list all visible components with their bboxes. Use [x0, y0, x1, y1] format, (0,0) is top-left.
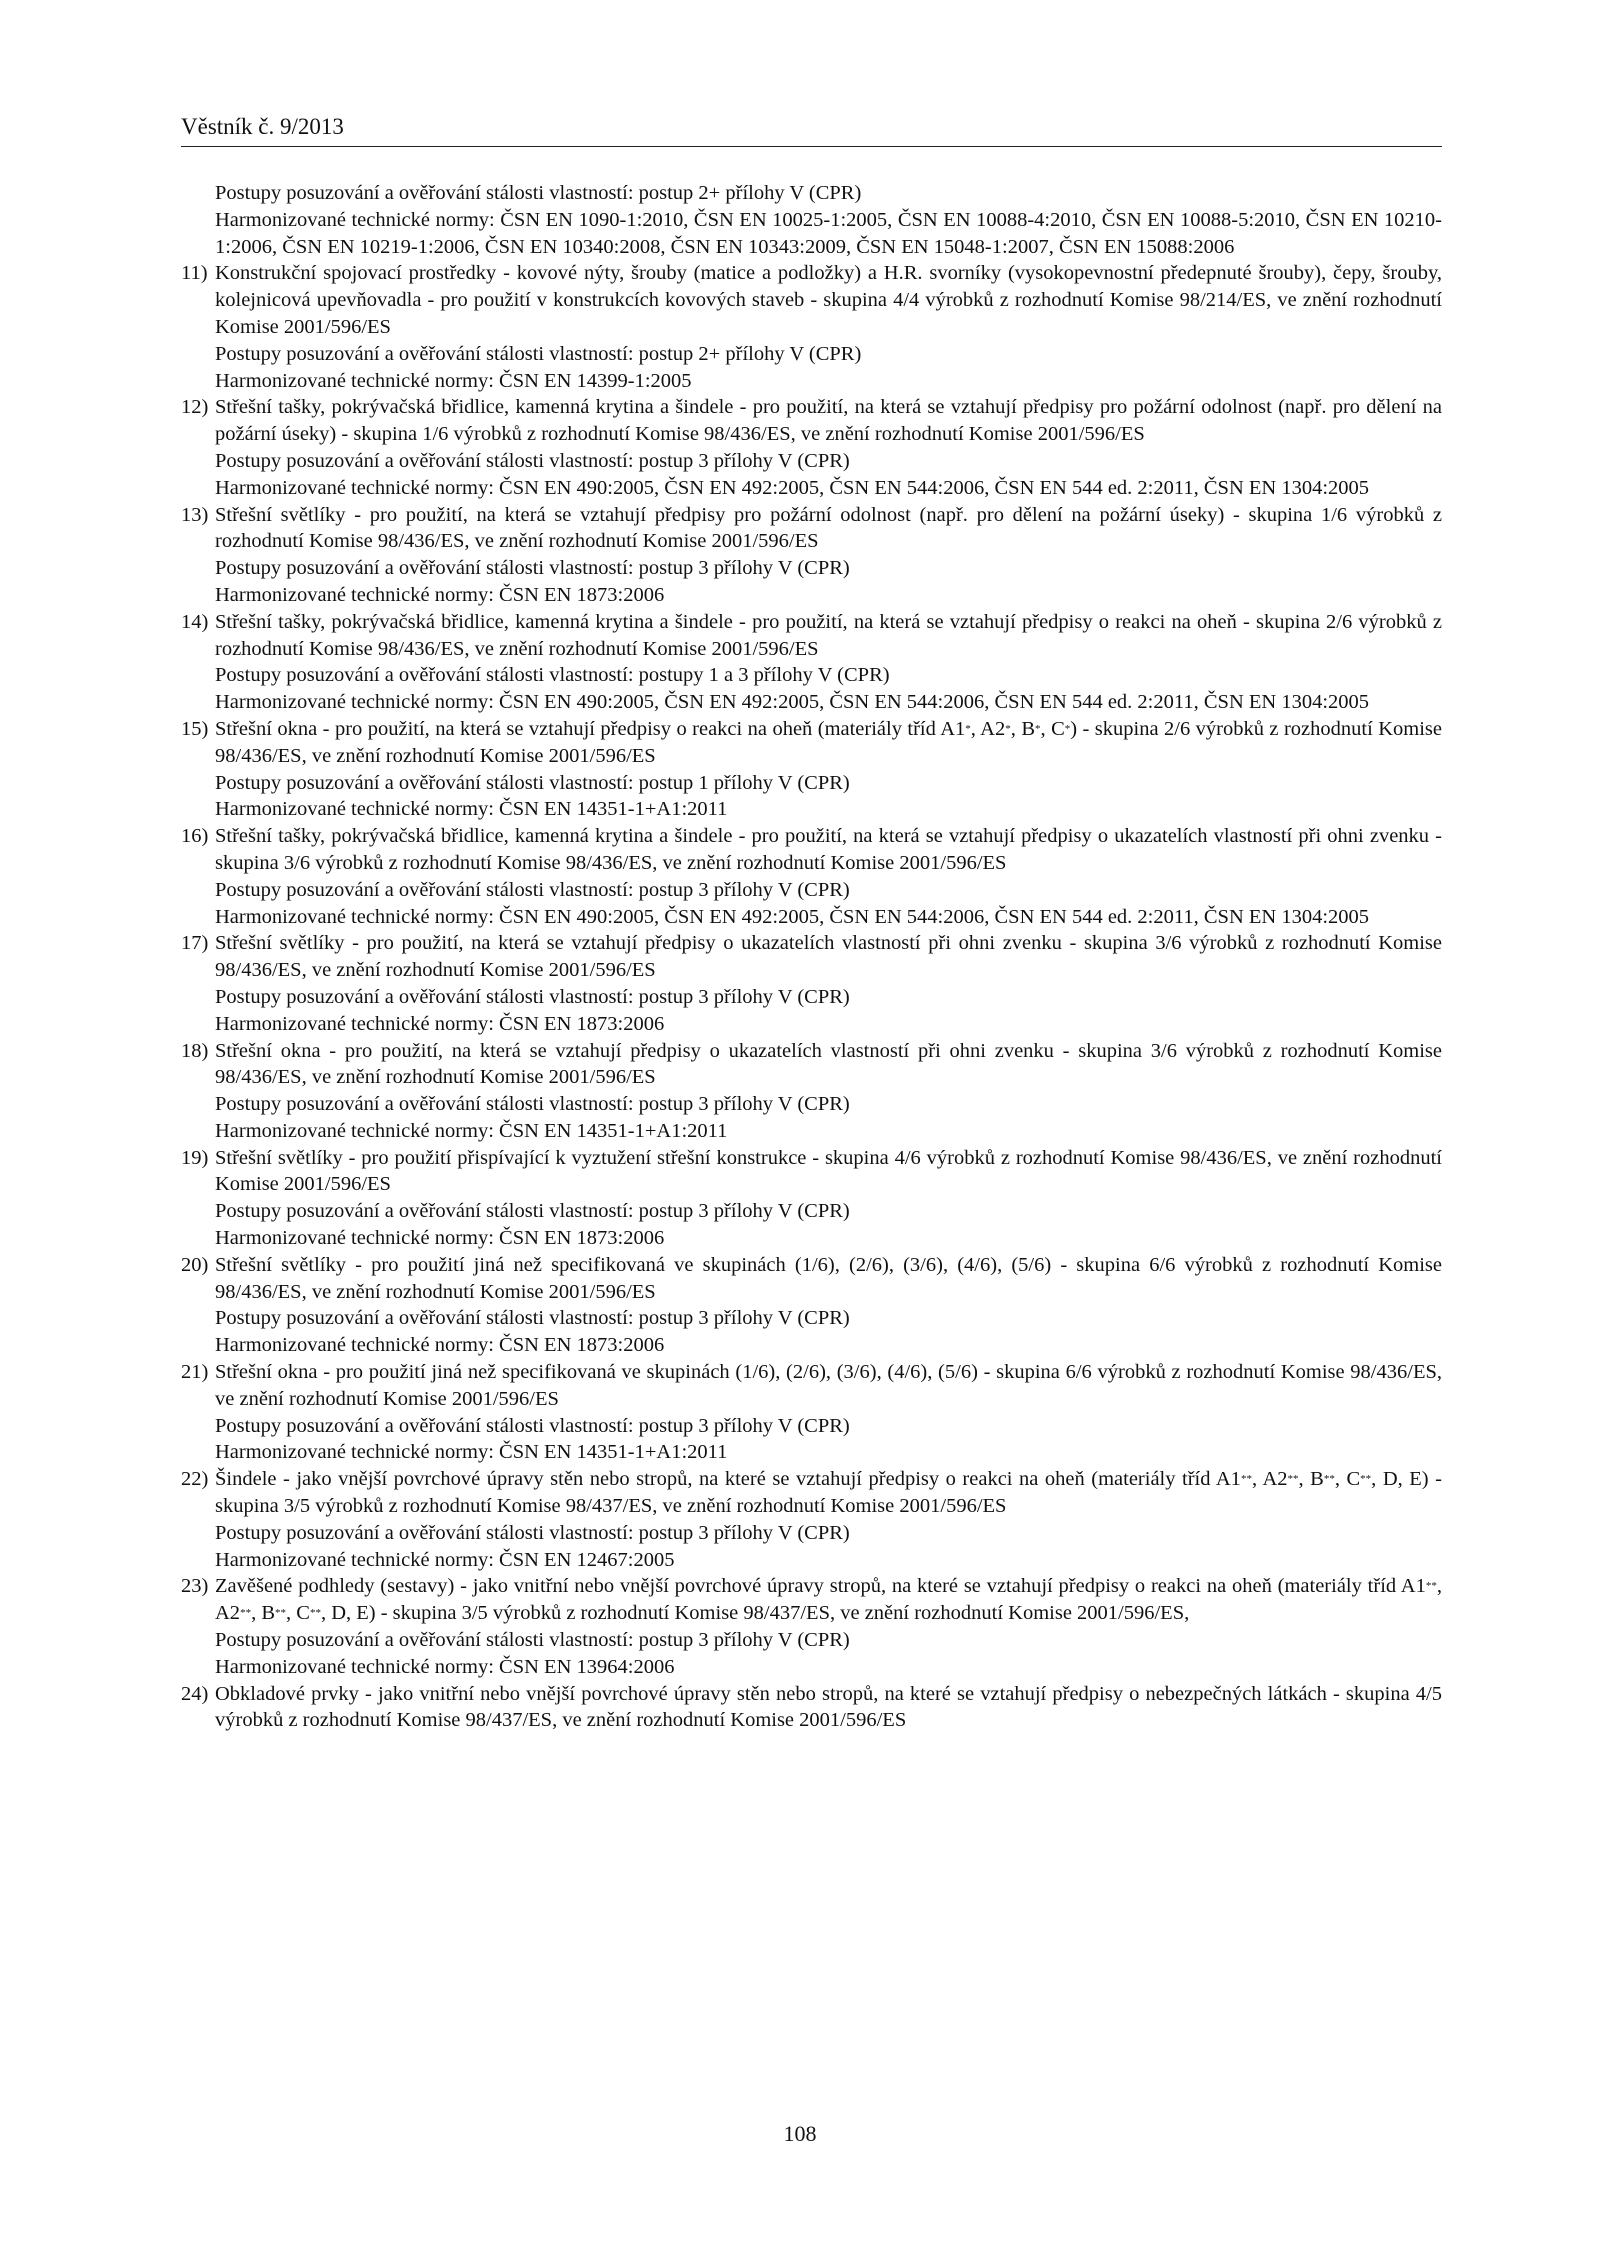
- procedure-line: Postupy posuzování a ověřování stálosti vlastností: postup 3 přílohy V (CPR): [215, 1629, 850, 1652]
- norms-line: Harmonizované technické normy: ČSN EN 12467:2005: [215, 1548, 675, 1571]
- list-item-12: [181, 394, 1442, 501]
- item-title: Střešní tašky, pokrývačská břidlice, kamenná krytina a šindele - pro použití, na která se vztahují předpisy pro požární odolnost (např. pro dělení na požární úseky) - skupina 1/6 výrobků z rozhodnutí Komise 98/436/ES, ve znění rozhodnutí Komise 2001/596/ES: [215, 396, 1442, 446]
- norms-line: Harmonizované technické normy: ČSN EN 1090-1:2010, ČSN EN 10025-1:2005, ČSN EN 10088-4:2010, ČSN EN 10088-5:2010, ČSN EN 10210-1:2006, ČSN EN 10219-1:2006, ČSN EN 10340:2008, ČSN EN 10343:2009, ČSN EN 15048-1:2007, ČSN EN 15088:2006: [215, 208, 1442, 258]
- item-title: Obkladové prvky - jako vnitřní nebo vnější povrchové úpravy stěn nebo stropů, na které se vztahují předpisy o nebezpečných látkách - skupina 4/5 výrobků z rozhodnutí Komise 98/437/ES, ve znění rozhodnutí Komise 2001/596/ES: [215, 1682, 1442, 1732]
- footnote-mark: **: [309, 1607, 321, 1620]
- procedure-line: Postupy posuzování a ověřování stálosti vlastností: postupy 1 a 3 přílohy V (CPR): [215, 664, 890, 687]
- norms-line: Harmonizované technické normy: ČSN EN 490:2005, ČSN EN 492:2005, ČSN EN 544:2006, ČSN EN 544 ed. 2:2011, ČSN EN 1304:2005: [215, 905, 1370, 928]
- norms-line: Harmonizované technické normy: ČSN EN 1873:2006: [215, 1227, 665, 1250]
- norms-line: Harmonizované technické normy: ČSN EN 13964:2006: [215, 1655, 675, 1678]
- list-item-17: [181, 930, 1442, 1037]
- list-item-15: [181, 716, 1442, 823]
- item-title: Střešní tašky, pokrývačská břidlice, kamenná krytina a šindele - pro použití, na která se vztahují předpisy o reakci na oheň - skupina 2/6 výrobků z rozhodnutí Komise 98/436/ES, ve znění rozhodnutí Komise 2001/596/ES: [215, 610, 1442, 660]
- item-title: Střešní okna - pro použití, na která se vztahují předpisy o reakci na oheň (materiály tříd A1*, A2*, B*, C*) - skupina 2/6 výrobků z rozhodnutí Komise 98/436/ES, ve znění rozhodnutí Komise 2001/596/ES: [215, 717, 1442, 767]
- item-number: 11): [181, 262, 208, 285]
- norms-line: Harmonizované technické normy: ČSN EN 14351-1+A1:2011: [215, 1441, 728, 1464]
- norms-line: Harmonizované technické normy: ČSN EN 14351-1+A1:2011: [215, 1119, 728, 1142]
- footnote-mark: **: [1287, 1473, 1299, 1486]
- item-number: 22): [181, 1468, 209, 1491]
- page-number: 108: [783, 2121, 817, 2146]
- item-title: Střešní světlíky - pro použití přispívající k vyztužení střešní konstrukce - skupina 4/6 výrobků z rozhodnutí Komise 98/436/ES, ve znění rozhodnutí Komise 2001/596/ES: [215, 1146, 1442, 1196]
- procedure-line: Postupy posuzování a ověřování stálosti vlastností: postup 3 přílohy V (CPR): [215, 1200, 850, 1223]
- footnote-mark: **: [1323, 1473, 1335, 1486]
- procedure-line: Postupy posuzování a ověřování stálosti vlastností: postup 3 přílohy V (CPR): [215, 1093, 850, 1116]
- journal-title: Věstník č. 9/2013: [181, 114, 344, 139]
- list-item-22: [181, 1466, 1442, 1573]
- list-item-13: [181, 502, 1442, 609]
- item-title: Zavěšené podhledy (sestavy) - jako vnitřní nebo vnější povrchové úpravy stropů, na které se vztahují předpisy o reakci na oheň (materiály tříd A1**, A2**, B**, C**, D, E) - skupina 3/5 výrobků z rozhodnutí Komise 98/437/ES, ve znění rozhodnutí Komise 2001/596/ES,: [215, 1575, 1442, 1625]
- procedure-line: Postupy posuzování a ověřování stálosti vlastností: postup 3 přílohy V (CPR): [215, 1521, 850, 1544]
- item-title: Střešní světlíky - pro použití, na která se vztahují předpisy pro požární odolnost (např. pro dělení na požární úseky) - skupina 1/6 výrobků z rozhodnutí Komise 98/436/ES, ve znění rozhodnutí Komise 2001/596/ES: [215, 503, 1442, 553]
- norms-line: Harmonizované technické normy: ČSN EN 490:2005, ČSN EN 492:2005, ČSN EN 544:2006, ČSN EN 544 ed. 2:2011, ČSN EN 1304:2005: [215, 691, 1370, 714]
- item-number: 23): [181, 1575, 209, 1598]
- footnote-mark: **: [275, 1607, 286, 1620]
- list-item-18: [181, 1038, 1442, 1145]
- list-item-23: [181, 1573, 1442, 1680]
- footnote-mark: **: [1360, 1473, 1372, 1486]
- item-number: 14): [181, 610, 209, 633]
- item-number: 21): [181, 1361, 209, 1384]
- item-title: Střešní světlíky - pro použití jiná než specifikovaná ve skupinách (1/6), (2/6), (3/6), (4/6), (5/6) - skupina 6/6 výrobků z rozhodnutí Komise 98/436/ES, ve znění rozhodnutí Komise 2001/596/ES: [215, 1253, 1442, 1303]
- item-title: Střešní okna - pro použití, na která se vztahují předpisy o ukazatelích vlastností při ohni zvenku - skupina 3/6 výrobků z rozhodnutí Komise 98/436/ES, ve znění rozhodnutí Komise 2001/596/ES: [215, 1039, 1442, 1089]
- item-title: Konstrukční spojovací prostředky - kovové nýty, šrouby (matice a podložky) a H.R. svorníky (vysokopevnostní předepnuté šrouby), čepy, šrouby, kolejnicová upevňovadla - pro použití v konstrukcích kovových staveb - skupina 4/4 výrobků z rozhodnutí Komise 98/214/ES, ve znění rozhodnutí Komise 2001/596/ES: [215, 262, 1442, 338]
- item-title: Střešní tašky, pokrývačská břidlice, kamenná krytina a šindele - pro použití, na která se vztahují předpisy o ukazatelích vlastností při ohni zvenku - skupina 3/6 výrobků z rozhodnutí Komise 98/436/ES, ve znění rozhodnutí Komise 2001/596/ES: [215, 825, 1442, 874]
- footnote-mark: *: [1064, 722, 1071, 735]
- list-item-21: [181, 1359, 1442, 1466]
- item-number: 15): [181, 717, 209, 740]
- item-number: 18): [181, 1039, 209, 1062]
- procedure-line: Postupy posuzování a ověřování stálosti vlastností: postup 3 přílohy V (CPR): [215, 878, 850, 901]
- list-item-11: [181, 260, 1442, 394]
- procedure-line: Postupy posuzování a ověřování stálosti vlastností: postup 3 přílohy V (CPR): [215, 557, 850, 580]
- item-number: 13): [181, 503, 209, 526]
- item-number: 17): [181, 932, 209, 955]
- procedure-line: Postupy posuzování a ověřování stálosti vlastností: postup 3 přílohy V (CPR): [215, 985, 850, 1008]
- item-number: 19): [181, 1146, 209, 1169]
- procedure-line: Postupy posuzování a ověřování stálosti vlastností: postup 3 přílohy V (CPR): [215, 1307, 850, 1330]
- norms-line: Harmonizované technické normy: ČSN EN 490:2005, ČSN EN 492:2005, ČSN EN 544:2006, ČSN EN 544 ed. 2:2011, ČSN EN 1304:2005: [215, 476, 1370, 499]
- document-body: [181, 180, 1442, 1734]
- norms-line: Harmonizované technické normy: ČSN EN 1873:2006: [215, 1334, 665, 1357]
- norms-line: Harmonizované technické normy: ČSN EN 1873:2006: [215, 583, 665, 606]
- list-item-16: [181, 823, 1442, 930]
- page-header: [181, 112, 1442, 147]
- item-number: 16): [181, 825, 209, 848]
- item-number: 24): [181, 1682, 209, 1705]
- list-item-14: [181, 609, 1442, 716]
- norms-line: Harmonizované technické normy: ČSN EN 14351-1+A1:2011: [215, 798, 728, 821]
- footnote-mark: *: [965, 722, 971, 735]
- norms-line: Harmonizované technické normy: ČSN EN 14399-1:2005: [215, 369, 692, 392]
- list-item-19: [181, 1145, 1442, 1252]
- procedure-line: Postupy posuzování a ověřování stálosti vlastností: postup 2+ přílohy V (CPR): [215, 342, 862, 365]
- procedure-line: Postupy posuzování a ověřování stálosti vlastností: postup 3 přílohy V (CPR): [215, 449, 850, 472]
- footnote-mark: *: [1035, 722, 1041, 735]
- footnote-mark: *: [1005, 722, 1011, 735]
- item-title: Střešní světlíky - pro použití, na která se vztahují předpisy o ukazatelích vlastností při ohni zvenku - skupina 3/6 výrobků z rozhodnutí Komise 98/436/ES, ve znění rozhodnutí Komise 2001/596/ES: [215, 932, 1442, 982]
- list-item-20: [181, 1252, 1442, 1359]
- item-number: 20): [181, 1253, 209, 1276]
- item-title: Střešní okna - pro použití jiná než specifikovaná ve skupinách (1/6), (2/6), (3/6), (4/6), (5/6) - skupina 6/6 výrobků z rozhodnutí Komise 98/436/ES, ve znění rozhodnutí Komise 2001/596/ES: [215, 1361, 1442, 1410]
- footnote-mark: **: [1240, 1473, 1252, 1486]
- procedure-line: Postupy posuzování a ověřování stálosti vlastností: postup 1 přílohy V (CPR): [215, 771, 850, 794]
- intro-block: [181, 180, 1442, 260]
- item-title: Šindele - jako vnější povrchové úpravy stěn nebo stropů, na které se vztahují předpisy o reakci na oheň (materiály tříd A1**, A2**, B**, C**, D, E) - skupina 3/5 výrobků z rozhodnutí Komise 98/437/ES, ve znění rozhodnutí Komise 2001/596/ES: [215, 1468, 1442, 1518]
- footnote-mark: **: [1425, 1580, 1437, 1593]
- item-number: 12): [181, 396, 209, 419]
- list-item-24: [181, 1681, 1442, 1735]
- procedure-line: Postupy posuzování a ověřování stálosti vlastností: postup 2+ přílohy V (CPR): [215, 182, 862, 204]
- procedure-line: Postupy posuzování a ověřování stálosti vlastností: postup 3 přílohy V (CPR): [215, 1414, 850, 1437]
- footnote-mark: **: [240, 1607, 252, 1620]
- norms-line: Harmonizované technické normy: ČSN EN 1873:2006: [215, 1012, 665, 1035]
